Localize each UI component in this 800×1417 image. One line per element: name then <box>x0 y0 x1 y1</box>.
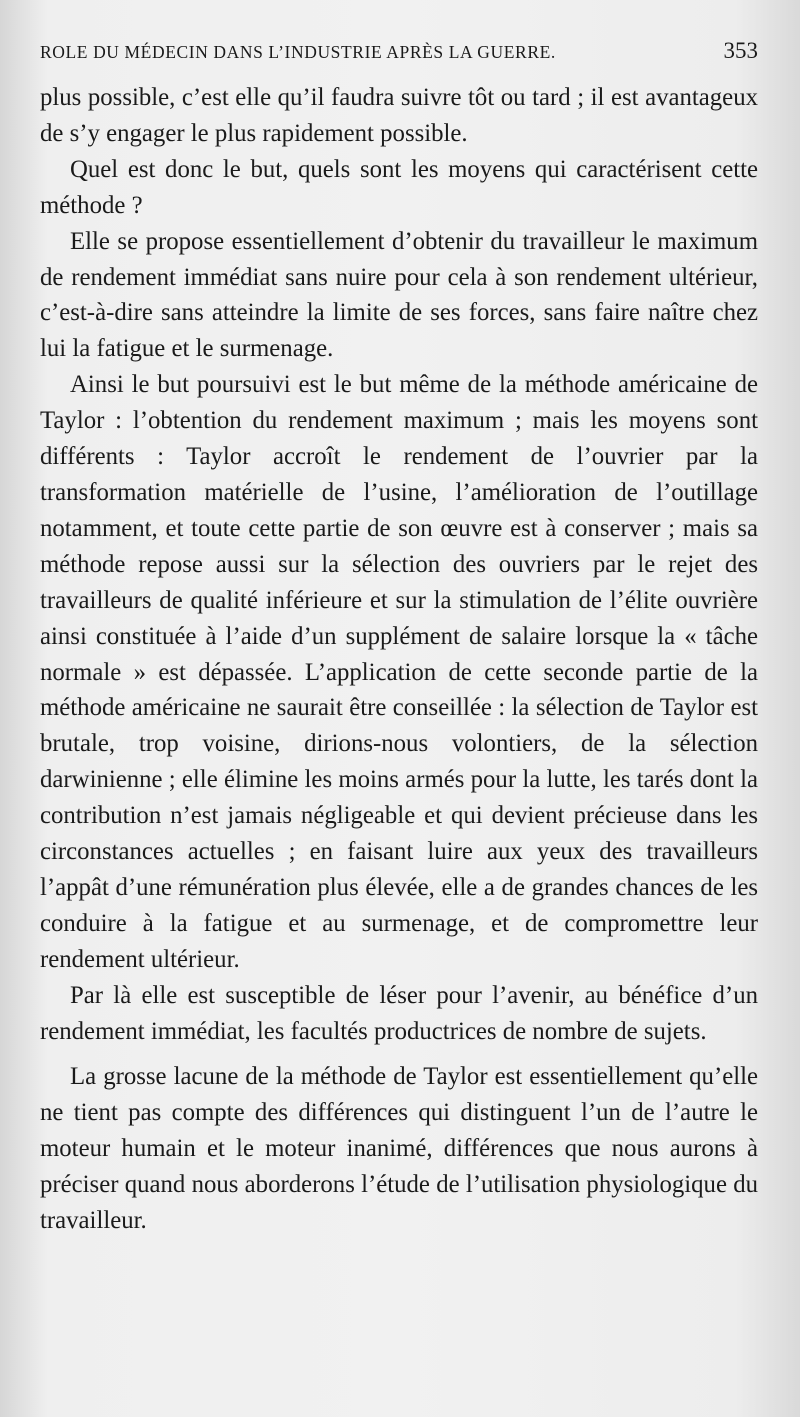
page-number: 353 <box>723 38 758 63</box>
paragraph-continuation: plus possible, c’est elle qu’il faudra suivre tôt ou tard ; il est avantageux de s’y engager le plus rapidement possible. <box>40 84 758 147</box>
paragraph-question: Quel est donc le but, quels sont les moyens qui caractérisent cette méthode ? <box>40 155 758 219</box>
body-text <box>40 80 758 1239</box>
paragraph-taylor-comparison: Ainsi le but poursuivi est le but même de la méthode américaine de Taylor : l’obtention du rendement maximum ; mais les moyens sont différents : Taylor accroît le rendement de l’ouvrier par la transformation matérielle de l’usine, l’amélioration de l’outillage notamment, et toute cette partie de son œuvre est à conserver ; mais sa méthode repose aussi sur la sélection des ouvriers par le rejet des travailleurs de qualité inférieure et sur la stimulation de l’élite ouvrière ainsi constituée à l’aide d’un supplément de salaire lorsque la « tâche normale » est dépassée. L’application de cette seconde partie de la méthode américaine ne saurait être conseillée : la sélection de Taylor est brutale, trop voisine, dirions-nous volontiers, de la sélection darwinienne ; elle élimine les moins armés pour la lutte, les tarés dont la contribution n’est jamais négligeable et qui devient précieuse dans les circonstances actuelles ; en faisant luire aux yeux des travailleurs l’appât d’une rémunération plus élevée, elle a de grandes chances de les conduire à la fatigue et au surmenage, et de compromettre leur rendement ultérieur. <box>40 371 758 973</box>
paragraph-method-aim: Elle se propose essentiellement d’obtenir du travailleur le maximum de rendement immédiat sans nuire pour cela à son rendement ultérieur, c’est-à-dire sans atteindre la limite de ses forces, sans faire naître chez lui la fatigue et le surmenage. <box>40 227 758 363</box>
running-head-title: ROLE DU MÉDECIN DANS L’INDUSTRIE APRÈS LA GUERRE. <box>40 42 556 62</box>
paragraph-taylor-gap: La grosse lacune de la méthode de Taylor est essentiellement qu’elle ne tient pas compte des différences qui distinguent l’un de l’autre le moteur humain et le moteur inanimé, différences que nous aurons à préciser quand nous aborderons l’étude de l’utilisation physiologique du travailleur. <box>40 1063 758 1235</box>
running-head <box>40 38 758 72</box>
paragraph-consequence: Par là elle est susceptible de léser pour l’avenir, au bénéfice d’un rendement immédiat, les facultés productrices de nombre de sujets. <box>40 981 758 1045</box>
